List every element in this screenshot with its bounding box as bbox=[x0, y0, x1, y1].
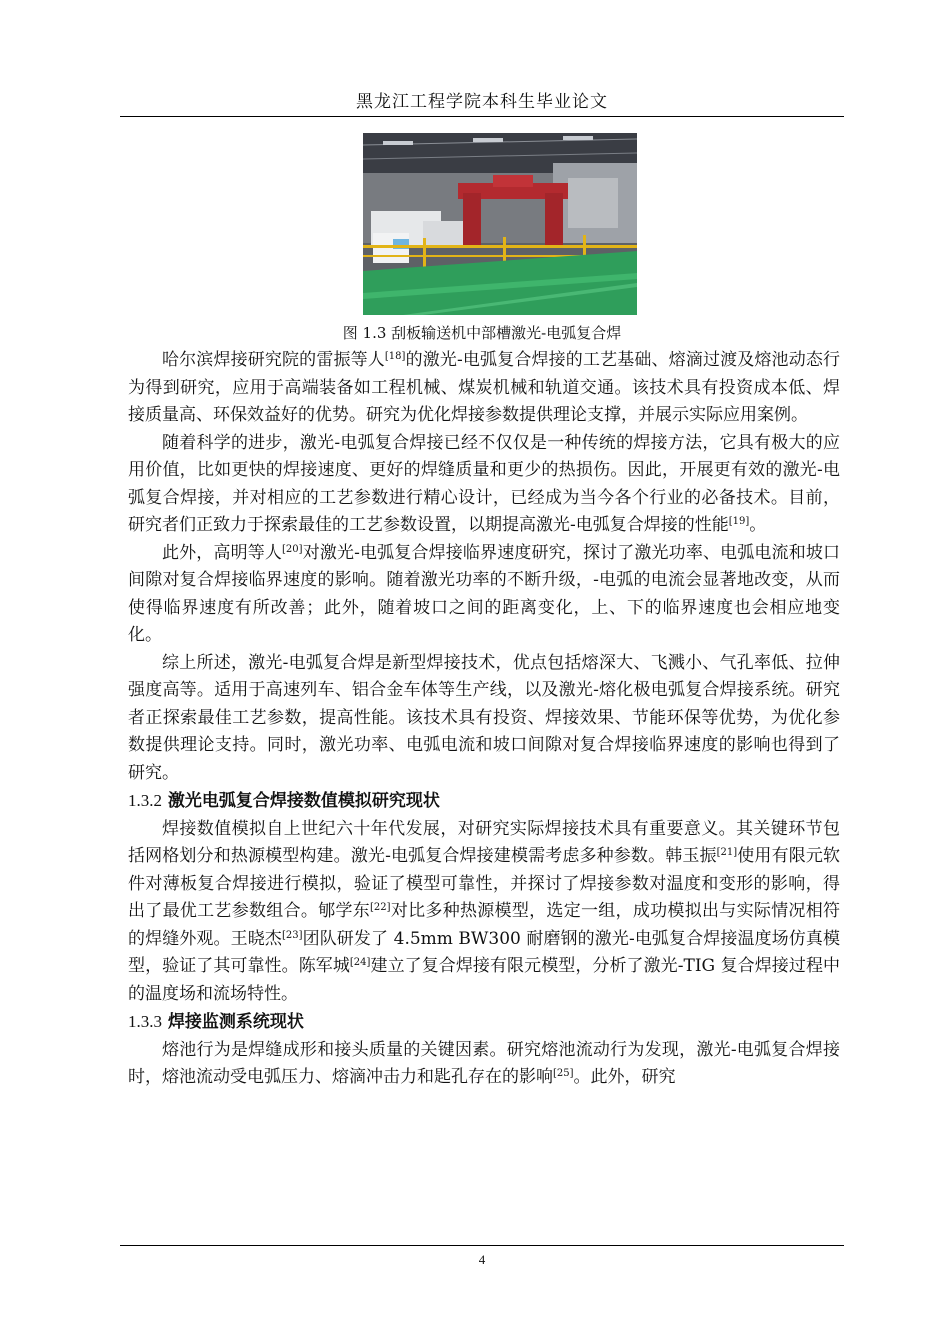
body-text bbox=[128, 347, 840, 1092]
citation-24: [24] bbox=[349, 957, 371, 968]
paragraph bbox=[128, 540, 840, 650]
section-title: 焊接监测系统现状 bbox=[162, 1012, 304, 1032]
footer-rule bbox=[120, 1245, 844, 1246]
text-run: 对激光-电弧复合焊接临界速度研究，探讨了激光功率、电弧电流和坡口间隙对复合焊接临界速度的影响。随着激光功率的不断升级，-电弧的电流会显著地改变，从而使得临界速度有所改善；此外，随着坡口之间的距离变化，上、下的临界速度也会相应地变化。 bbox=[128, 542, 840, 645]
text-run: 哈尔滨焊接研究院的雷振等人 bbox=[162, 350, 385, 370]
text-run: 的激光-电弧复合焊接的工艺基础、熔滴过渡及熔池动态行为得到研究，应用于高端装备如工程机械、煤炭机械和轨道交通。该技术具有投资成本低、焊接质量高、环保效益好的优势。研究为优化焊接参数提供理论支撑，并展示实际应用案例。 bbox=[128, 350, 840, 425]
text-run: 使用有限元软件对薄板复合焊接进行模拟，验证了模型可靠性，并探讨了焊接参数对温度和变形的影响，得出了最优工艺参数组合。郇学东 bbox=[128, 846, 840, 921]
citation-20: [20] bbox=[282, 543, 303, 555]
citation-19: [19] bbox=[728, 516, 750, 527]
paragraph bbox=[128, 650, 840, 788]
header-rule bbox=[120, 116, 844, 117]
section-heading-1-3-2 bbox=[128, 787, 840, 816]
section-title: 激光电弧复合焊接数值模拟研究现状 bbox=[162, 791, 440, 811]
text-run: 随着科学的进步，激光-电弧复合焊接已经不仅仅是一种传统的焊接方法，它具有极大的应用价值，比如更快的焊接速度、更好的焊缝质量和更少的热损伤。因此，开展更有效的激光-电弧复合焊接，并对相应的工艺参数进行精心设计，已经成为当今各个行业的必备技术。目前，研究者们正致力于探索最佳的工艺参数设置，以期提高激光-电弧复合焊接的性能 bbox=[128, 432, 840, 535]
paragraph bbox=[128, 1037, 840, 1092]
text-run: 。此外，研究 bbox=[573, 1067, 676, 1087]
text-run: 对比多种热源模型，选定一组，成功模拟出与实际情况相符的焊缝外观。王晓杰 bbox=[128, 901, 841, 949]
text-run: 此外，高明等人 bbox=[162, 542, 283, 563]
text-run: 建立了复合焊接有限元模型，分析了激光-TIG 复合焊接过程中的温度场和流场特性。 bbox=[128, 956, 841, 1004]
text-run: 熔池行为是焊缝成形和接头质量的关键因素。研究熔池流动行为发现，激光-电弧复合焊接时，熔池流动受电弧压力、熔滴冲击力和匙孔存在的影响 bbox=[128, 1039, 840, 1087]
citation-23: [23] bbox=[281, 929, 303, 941]
page-number: 4 bbox=[478, 1252, 486, 1267]
paragraph bbox=[128, 347, 840, 430]
text-run: 团队研发了 4.5mm BW300 耐磨钢的激光-电弧复合焊接温度场仿真模型，验证了其可靠性。陈军城 bbox=[128, 928, 840, 976]
section-heading-1-3-3 bbox=[128, 1008, 840, 1037]
section-number: 1.3.3 bbox=[128, 1012, 162, 1031]
running-header: 黑龙江工程学院本科生毕业论文 bbox=[356, 92, 608, 112]
text-run: 。 bbox=[749, 515, 767, 535]
text-run: 综上所述，激光-电弧复合焊是新型焊接技术，优点包括熔深大、飞溅小、气孔率低、拉伸强度高等。适用于高速列车、铝合金车体等生产线，以及激光-熔化极电弧复合焊接系统。研究者正探索最佳工艺参数，提高性能。该技术具有投资、焊接效果、节能环保等优势，为优化参数提供理论支持。同时，激光功率、电弧电流和坡口间隙对复合焊接临界速度的影响也得到了研究。 bbox=[128, 652, 840, 783]
paragraph bbox=[128, 430, 840, 540]
paragraph bbox=[128, 816, 840, 1009]
citation-18: [18] bbox=[384, 351, 406, 362]
figure-photo-welding-line bbox=[363, 133, 637, 315]
citation-25: [25] bbox=[553, 1068, 574, 1079]
section-number: 1.3.2 bbox=[128, 791, 162, 810]
citation-21: [21] bbox=[716, 847, 738, 858]
citation-22: [22] bbox=[370, 902, 391, 913]
text-run: 焊接数值模拟自上世纪六十年代发展，对研究实际焊接技术具有重要意义。其关键环节包括网格划分和热源模型构建。激光-电弧复合焊接建模需考虑多种参数。韩玉振 bbox=[128, 818, 840, 866]
figure-caption: 图 1.3 刮板输送机中部槽激光-电弧复合焊 bbox=[342, 324, 622, 342]
